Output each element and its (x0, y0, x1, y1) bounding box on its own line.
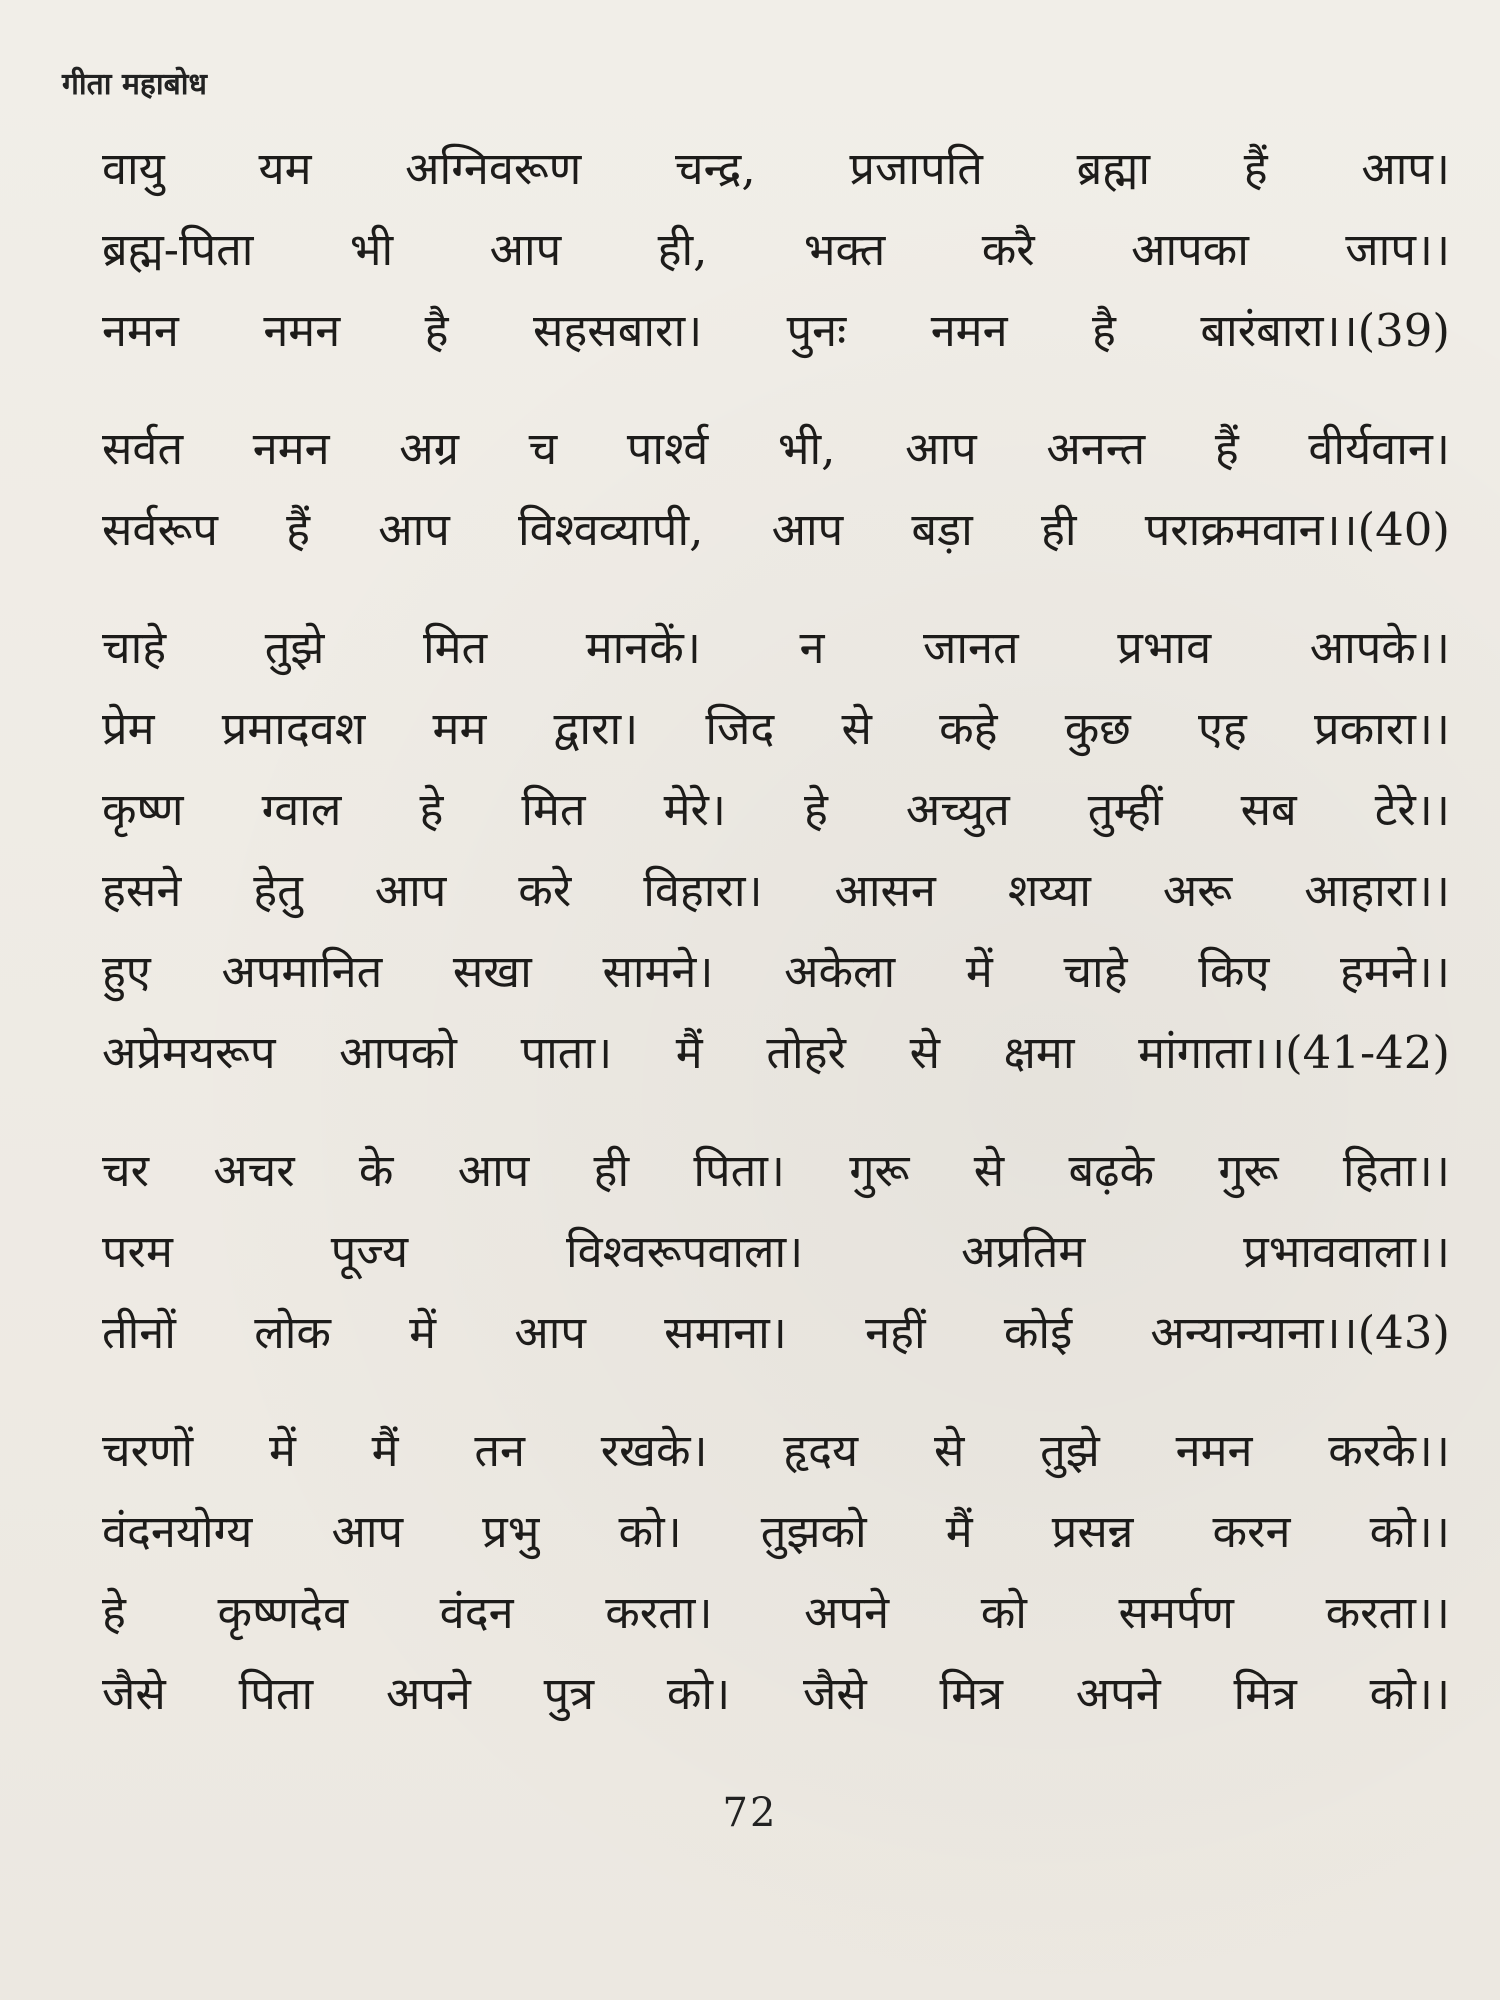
verse-line (102, 1572, 1450, 1653)
verse-word: रखके। (600, 1424, 708, 1477)
verse-word: करता।। (1325, 1586, 1450, 1639)
verse-word: अग्र (399, 422, 460, 475)
verse-word: कुछ (1064, 702, 1131, 755)
verse-line (102, 850, 1450, 931)
verse-word: आपके।। (1309, 621, 1450, 674)
verse-word: तन (474, 1424, 525, 1477)
verse-word: आप (457, 1144, 530, 1197)
verse-word: आप (514, 1306, 586, 1359)
verse-word: अपने (804, 1586, 890, 1639)
verse-line (102, 1292, 1450, 1373)
verse-word: भक्त (803, 223, 886, 276)
verse-word: प्रजापति (849, 142, 983, 195)
verse-word: किए (1198, 945, 1270, 998)
verse-word: गुरू (1218, 1144, 1279, 1197)
verse-line (102, 408, 1450, 489)
verse-word: हेतु (253, 864, 303, 917)
verse-line (102, 1653, 1450, 1734)
verse-word: पिता (238, 1667, 314, 1720)
verse-word: हिता।। (1342, 1144, 1450, 1197)
verse-word: हे (102, 1586, 126, 1639)
verse-word: हैं (286, 503, 311, 556)
verse-word: में (409, 1306, 437, 1359)
verse-stanza (102, 128, 1450, 371)
verse-word: आप। (1361, 142, 1450, 195)
verse-word: चरणों (102, 1424, 194, 1477)
verse-word: में (965, 945, 993, 998)
verse-word: पिता। (693, 1144, 785, 1197)
verse-word: करे (518, 864, 572, 917)
verse-word: आपका (1131, 223, 1249, 276)
verse-word: आसन (834, 864, 936, 917)
verse-word: करके।। (1328, 1424, 1450, 1477)
verse-word: जाप।। (1345, 223, 1450, 276)
verse-stanza (102, 408, 1450, 570)
verse-word: से (841, 702, 872, 755)
verse-word: सामने। (602, 945, 714, 998)
verse-word: अकेला (784, 945, 896, 998)
verse-word: अप्रतिम (961, 1225, 1086, 1278)
verse-word: चाहे (1063, 945, 1128, 998)
verse-word: करन (1212, 1505, 1291, 1558)
verse-word: प्रमादवश (221, 702, 366, 755)
verse-word: ब्रह्म-पिता (102, 223, 254, 276)
verse-word: ही (593, 1144, 630, 1197)
verse-word: हसने (102, 864, 182, 917)
verse-word: प्रभाववाला।। (1243, 1225, 1450, 1278)
verse-word: आप (905, 422, 977, 475)
verse-word: अचर (213, 1144, 295, 1197)
verse-word: न (799, 621, 825, 674)
verse-word: परम (102, 1225, 173, 1278)
verse-word: गुरू (849, 1144, 910, 1197)
verse-word: अपमानित (221, 945, 383, 998)
verse-word: को।। (1369, 1505, 1450, 1558)
verse-stanza (102, 1410, 1450, 1734)
verse-word: हुए (102, 945, 151, 998)
verse-word: मैं (675, 1026, 703, 1079)
verse-word: ही (1040, 503, 1077, 556)
verse-word: तोहरे (766, 1026, 846, 1079)
verse-word: से (909, 1026, 941, 1079)
verse-word: को (980, 1586, 1027, 1639)
verse-word: विश्वव्यापी, (517, 503, 704, 556)
verse-line (102, 769, 1450, 850)
verse-word: हे (419, 783, 444, 836)
verse-word: सब (1240, 783, 1297, 836)
verse-word: क्षमा (1003, 1026, 1075, 1079)
verse-word: बढ़के (1068, 1144, 1155, 1197)
verse-word: मांगाता।।(41-42) (1138, 1026, 1450, 1079)
verse-word: आप (489, 223, 562, 276)
verse-word: नमन (252, 422, 330, 475)
verse-word: तुझे (1040, 1424, 1100, 1477)
verse-line (102, 209, 1450, 290)
verse-stanza (102, 1130, 1450, 1373)
verse-line (102, 290, 1450, 371)
verse-line (102, 128, 1450, 209)
verse-line (102, 1410, 1450, 1491)
verse-word: हैं (1214, 422, 1239, 475)
verse-word: तुझको (760, 1505, 867, 1558)
verse-word: प्रकारा।। (1313, 702, 1450, 755)
verse-word: अप्रेमयरूप (102, 1026, 276, 1079)
verse-word: बारंबारा।।(39) (1200, 304, 1450, 357)
verse-word: मेरे। (663, 783, 726, 836)
verse-word: समर्पण (1118, 1586, 1234, 1639)
verse-word: मित (521, 783, 586, 836)
verse-word: आपको (339, 1026, 457, 1079)
verse-word: पराक्रमवान।।(40) (1144, 503, 1450, 556)
verse-word: चन्द्र, (675, 142, 756, 195)
verse-word: तुम्हीं (1087, 783, 1163, 836)
verse-stanza (102, 607, 1450, 1093)
verse-word: सहसबारा। (532, 304, 703, 357)
verse-word: हृदय (783, 1424, 859, 1477)
verse-word: प्रेम (102, 702, 155, 755)
verse-line (102, 607, 1450, 688)
verse-word: करता। (605, 1586, 713, 1639)
verse-word: है (1092, 304, 1116, 357)
verse-line (102, 931, 1450, 1012)
verse-word: जैसे (802, 1667, 867, 1720)
verse-word: चाहे (102, 621, 167, 674)
verse-word: जिद (705, 702, 775, 755)
verse-word: अरू (1162, 864, 1233, 917)
verse-word: नहीं (865, 1306, 926, 1359)
verse-word: भी, (777, 422, 836, 475)
verse-word: वायु (102, 142, 165, 195)
verse-word: मैं (371, 1424, 399, 1477)
verse-word: जानत (922, 621, 1019, 674)
verse-word: पुनः (786, 304, 847, 357)
verse-word: नमन (102, 304, 179, 357)
verse-body (102, 128, 1450, 1771)
verse-word: यम (258, 142, 312, 195)
verse-word: प्रसन्न (1051, 1505, 1134, 1558)
verse-word: आप (331, 1505, 404, 1558)
verse-word: अपने (385, 1667, 471, 1720)
verse-word: सर्वरूप (102, 503, 218, 556)
verse-word: सर्वत (102, 422, 184, 475)
verse-word: चर (102, 1144, 149, 1197)
verse-word: पाता। (520, 1026, 613, 1079)
verse-word: च (528, 422, 558, 475)
verse-word: मानकें। (585, 621, 701, 674)
verse-word: प्रभाव (1117, 621, 1212, 674)
verse-line (102, 1211, 1450, 1292)
verse-word: पुत्र (543, 1667, 595, 1720)
verse-word: कोई (1003, 1306, 1073, 1359)
page-number: 72 (722, 1790, 778, 1836)
verse-word: जैसे (102, 1667, 166, 1720)
verse-word: नमन (1175, 1424, 1253, 1477)
verse-word: मम (432, 702, 487, 755)
verse-word: अनन्त (1046, 422, 1146, 475)
verse-word: आप (374, 864, 447, 917)
verse-word: अपने (1075, 1667, 1161, 1720)
verse-word: प्रभु (482, 1505, 540, 1558)
verse-word: शय्या (1007, 864, 1091, 917)
verse-word: से (933, 1424, 965, 1477)
verse-word: टेरे।। (1374, 783, 1450, 836)
verse-word: हमने।। (1340, 945, 1450, 998)
verse-word: मैं (945, 1505, 973, 1558)
verse-word: विहारा। (643, 864, 763, 917)
verse-word: मित्र (939, 1667, 1003, 1720)
verse-word: हे (803, 783, 828, 836)
verse-word: मित्र (1233, 1667, 1297, 1720)
verse-word: सखा (452, 945, 532, 998)
verse-word: ही, (657, 223, 708, 276)
verse-word: कहे (939, 702, 998, 755)
verse-word: अन्यान्याना।।(43) (1150, 1306, 1450, 1359)
verse-word: के (358, 1144, 394, 1197)
verse-line (102, 1130, 1450, 1211)
verse-word: द्वारा। (553, 702, 639, 755)
verse-word: भी (349, 223, 394, 276)
verse-word: कृष्णदेव (217, 1586, 349, 1639)
verse-word: समाना। (664, 1306, 787, 1359)
verse-word: में (268, 1424, 296, 1477)
verse-word: वंदनयोग्य (102, 1505, 253, 1558)
verse-word: तुझे (264, 621, 325, 674)
verse-word: आप (378, 503, 450, 556)
verse-word: एह (1198, 702, 1247, 755)
verse-word: लोक (254, 1306, 331, 1359)
verse-word: कृष्ण (102, 783, 184, 836)
verse-word: है (424, 304, 449, 357)
running-header: गीता महाबोध (62, 67, 207, 102)
verse-word: से (973, 1144, 1005, 1197)
verse-word: वीर्यवान। (1308, 422, 1450, 475)
verse-word: को। (666, 1667, 731, 1720)
verse-line (102, 489, 1450, 570)
verse-line (102, 1491, 1450, 1572)
verse-word: आप (771, 503, 844, 556)
verse-word: करै (981, 223, 1035, 276)
verse-word: ब्रह्मा (1076, 142, 1151, 195)
verse-line (102, 1012, 1450, 1093)
verse-word: बड़ा (911, 503, 973, 556)
verse-word: मित (422, 621, 488, 674)
verse-word: वंदन (439, 1586, 514, 1639)
verse-word: को।। (1369, 1667, 1450, 1720)
verse-word: तीनों (102, 1306, 176, 1359)
verse-word: आहारा।। (1304, 864, 1450, 917)
verse-word: पार्श्व (626, 422, 709, 475)
verse-line (102, 688, 1450, 769)
verse-word: पूज्य (330, 1225, 409, 1278)
verse-word: अच्युत (905, 783, 1010, 836)
verse-word: नमन (263, 304, 341, 357)
verse-word: को। (618, 1505, 682, 1558)
verse-word: ग्वाल (261, 783, 342, 836)
verse-word: नमन (930, 304, 1008, 357)
verse-word: अग्निवरूण (405, 142, 582, 195)
verse-word: विश्वरूपवाला। (565, 1225, 804, 1278)
verse-word: हैं (1243, 142, 1268, 195)
